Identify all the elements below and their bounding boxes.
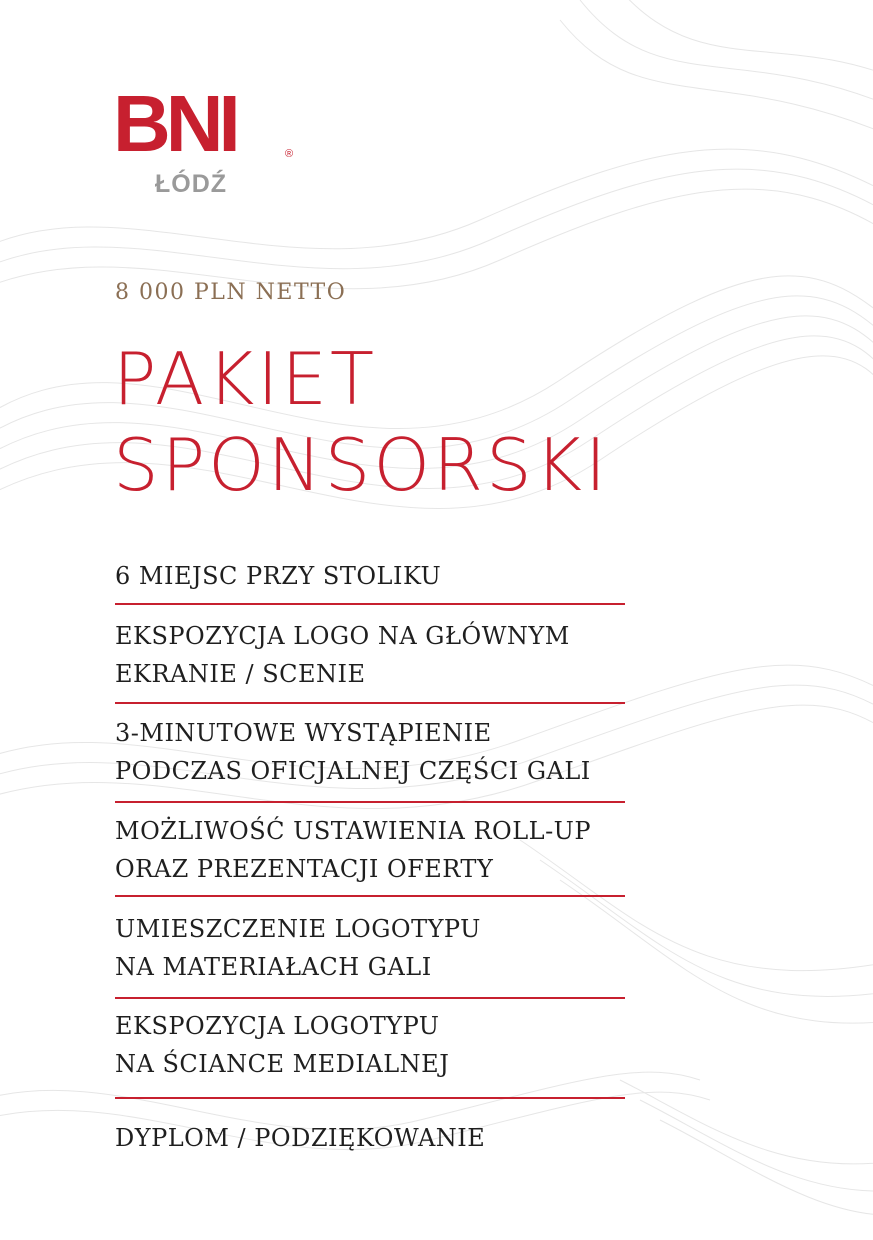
benefit-item	[115, 714, 625, 790]
benefit-line: PODCZAS OFICJALNEJ CZĘŚCI GALI	[115, 757, 591, 785]
benefit-divider	[115, 603, 625, 605]
benefit-divider	[115, 895, 625, 897]
benefit-line: EKSPOZYCJA LOGO NA GŁÓWNYM	[115, 622, 570, 650]
benefit-line: EKSPOZYCJA LOGOTYPU	[115, 1012, 440, 1040]
package-price: 8 000 PLN NETTO	[115, 280, 347, 305]
logo-city-label: ŁÓDŹ	[155, 170, 228, 198]
benefit-line: 6 MIEJSC PRZY STOLIKU	[115, 562, 442, 590]
benefit-divider	[115, 702, 625, 704]
benefit-line: ORAZ PREZENTACJI OFERTY	[115, 855, 494, 883]
bni-logo-mark: BNI	[113, 79, 236, 168]
benefit-line: MOŻLIWOŚĆ USTAWIENIA ROLL-UP	[115, 817, 592, 845]
benefit-divider	[115, 997, 625, 999]
benefit-item	[115, 1007, 625, 1083]
benefit-item	[115, 557, 625, 595]
benefit-line: UMIESZCZENIE LOGOTYPU	[115, 915, 481, 943]
benefit-line: 3-MINUTOWE WYSTĄPIENIE	[115, 719, 492, 747]
benefit-item	[115, 812, 625, 888]
benefit-divider	[115, 1097, 625, 1099]
benefit-line: EKRANIE / SCENIE	[115, 660, 366, 688]
title-line-1: PAKIET	[113, 337, 377, 421]
benefit-line: NA ŚCIANCE MEDIALNEJ	[115, 1050, 450, 1078]
registered-mark: ®	[285, 148, 294, 160]
benefit-item	[115, 1119, 625, 1157]
benefit-item	[115, 910, 625, 986]
benefit-line: DYPLOM / PODZIĘKOWANIE	[115, 1124, 486, 1152]
benefit-item	[115, 617, 625, 693]
page-title	[113, 336, 609, 508]
benefit-divider	[115, 801, 625, 803]
benefit-line: NA MATERIAŁACH GALI	[115, 953, 432, 981]
bni-lodz-logo	[113, 79, 313, 204]
title-line-2: SPONSORSKI	[113, 423, 610, 507]
